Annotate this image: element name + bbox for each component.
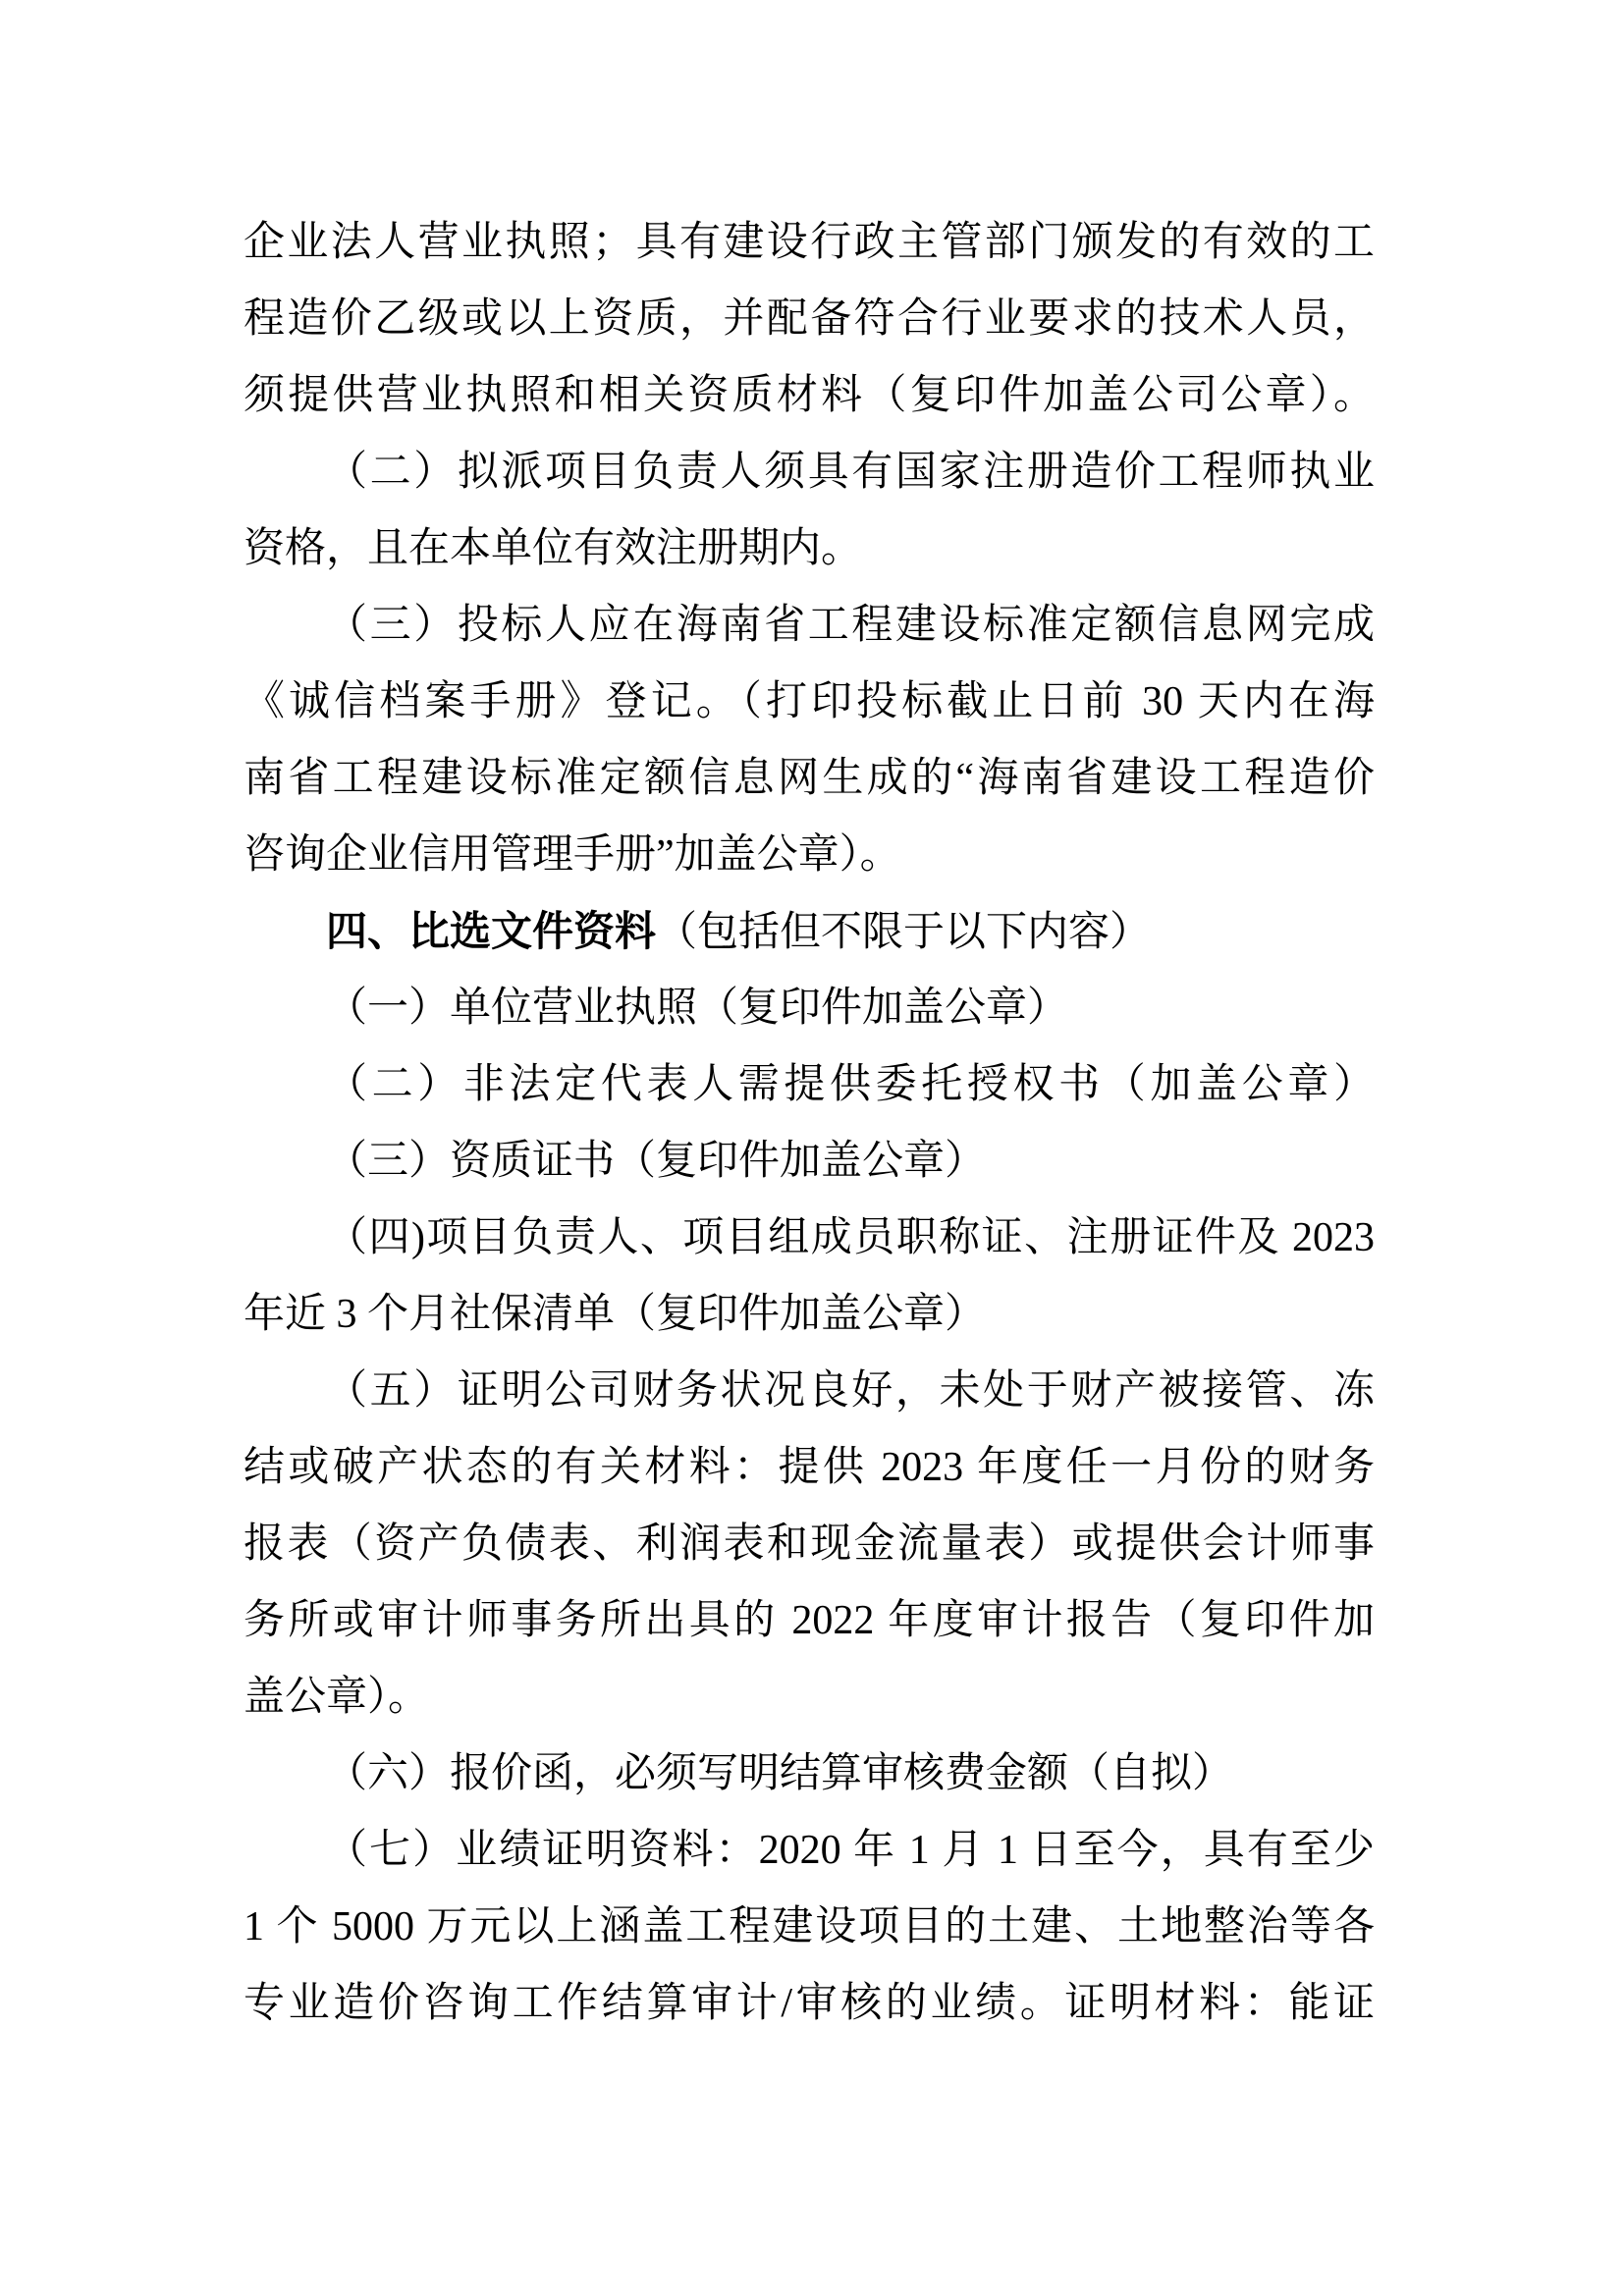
text-line: （四)项目负责人、项目组成员职称证、注册证件及 2023 [326,1215,1375,1260]
section-heading [244,893,1375,970]
text-line: 程造价乙级或以上资质，并配备符合行业要求的技术人员， [244,296,1375,342]
document-text-block [244,204,1375,2042]
text-line: （三）资质证书（复印件加盖公章） [326,1139,987,1184]
text-line: （一）单位营业执照（复印件加盖公章） [326,986,1069,1031]
text-line: （六）报价函，必须写明结算审核费金额（自拟） [326,1751,1234,1796]
text-line: 报表（资产负债表、利润表和现金流量表）或提供会计师事 [244,1522,1375,1567]
text-line: 年近 3 个月社保清单（复印件加盖公章） [244,1292,987,1337]
section-heading-title: 四、比选文件资料 [326,908,657,954]
text-line: 1 个 5000 万元以上涵盖工程建设项目的土建、土地整治等各 [244,1904,1375,1949]
text-line: 咨询企业信用管理手册”加盖公章）。 [244,832,901,878]
text-line: 资格，且在本单位有效注册期内。 [244,526,863,571]
text-line: 《诚信档案手册》登记。（打印投标截止日前 30 天内在海 [244,679,1375,724]
text-line: （三）投标人应在海南省工程建设标准定额信息网完成 [326,603,1375,648]
text-line: 企业法人营业执照；具有建设行政主管部门颁发的有效的工 [244,220,1375,265]
text-line: （二）非法定代表人需提供委托授权书（加盖公章） [326,1062,1375,1107]
text-line: （五）证明公司财务状况良好，未处于财产被接管、冻 [326,1368,1375,1414]
text-line: 结或破产状态的有关材料：提供 2023 年度任一月份的财务 [244,1445,1375,1490]
text-line: （七）业绩证明资料：2020 年 1 月 1 日至今，具有至少 [326,1828,1375,1873]
text-line: 务所或审计师事务所出具的 2022 年度审计报告（复印件加 [244,1598,1375,1643]
section-heading-note: （包括但不限于以下内容） [656,910,1152,955]
text-line: （二）拟派项目负责人须具有国家注册造价工程师执业 [326,450,1375,495]
text-line: 南省工程建设标准定额信息网生成的“海南省建设工程造价 [244,756,1375,801]
text-line: 专业造价咨询工作结算审计/审核的业绩。证明材料：能证 [244,1981,1375,2026]
text-line: 须提供营业执照和相关资质材料（复印件加盖公司公章）。 [244,373,1375,418]
text-line: 盖公章）。 [244,1675,430,1720]
